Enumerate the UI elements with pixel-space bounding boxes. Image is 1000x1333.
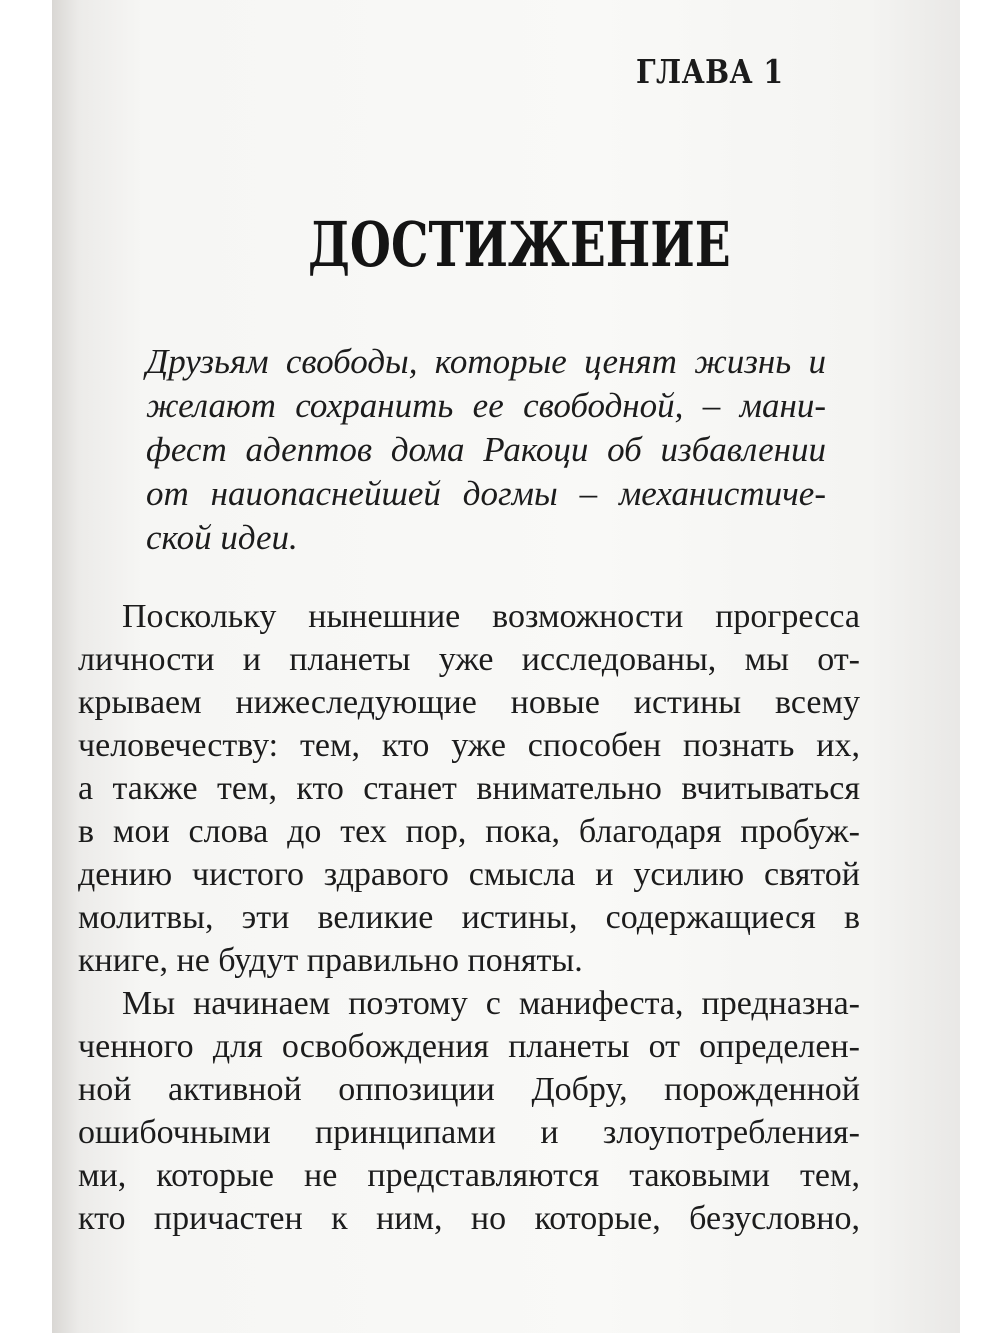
body-line: в мои слова до тех пор, пока, благодаря пробуж-	[78, 813, 860, 850]
body-line: ной активной оппозиции Добру, порожденной	[78, 1071, 860, 1108]
epigraph-line: от наиопаснейшей догмы – механистиче-	[146, 474, 826, 513]
epigraph-line: Друзьям свободы, которые ценят жизнь и	[146, 342, 826, 381]
epigraph-line: фест адептов дома Ракоци об избавлении	[146, 430, 826, 469]
body-line: человечеству: тем, кто уже способен познать их,	[78, 727, 860, 764]
body-line: Мы начинаем поэтому с манифеста, предназна-	[122, 985, 860, 1022]
body-text	[78, 595, 860, 1240]
body-line: крываем нижеследующие новые истины всему	[78, 684, 860, 721]
paragraph	[78, 595, 860, 982]
body-line: книге, не будут правильно поняты.	[78, 942, 583, 979]
body-line: кто причастен к ним, но которые, безусловно,	[78, 1200, 860, 1237]
body-line: ми, которые не представляются таковыми тем,	[78, 1157, 860, 1194]
body-line: личности и планеты уже исследованы, мы от-	[78, 641, 860, 678]
body-line: Поскольку нынешние возможности прогресса	[122, 598, 860, 635]
body-line: молитвы, эти великие истины, содержащиеся в	[78, 899, 860, 936]
body-line: а также тем, кто станет внимательно вчитываться	[78, 770, 860, 807]
chapter-heading: ГЛАВА 1	[636, 52, 784, 91]
chapter-title: ДОСТИЖЕНИЕ	[308, 208, 731, 281]
epigraph-line: желают сохранить ее свободной, – мани-	[146, 386, 826, 425]
body-line: ошибочными принципами и злоупотребления-	[78, 1114, 860, 1151]
paragraph	[78, 982, 860, 1240]
epigraph	[146, 340, 826, 560]
epigraph-line: ской идеи.	[146, 518, 298, 557]
body-line: ченного для освобождения планеты от определен-	[78, 1028, 860, 1065]
body-line: дению чистого здравого смысла и усилию святой	[78, 856, 860, 893]
